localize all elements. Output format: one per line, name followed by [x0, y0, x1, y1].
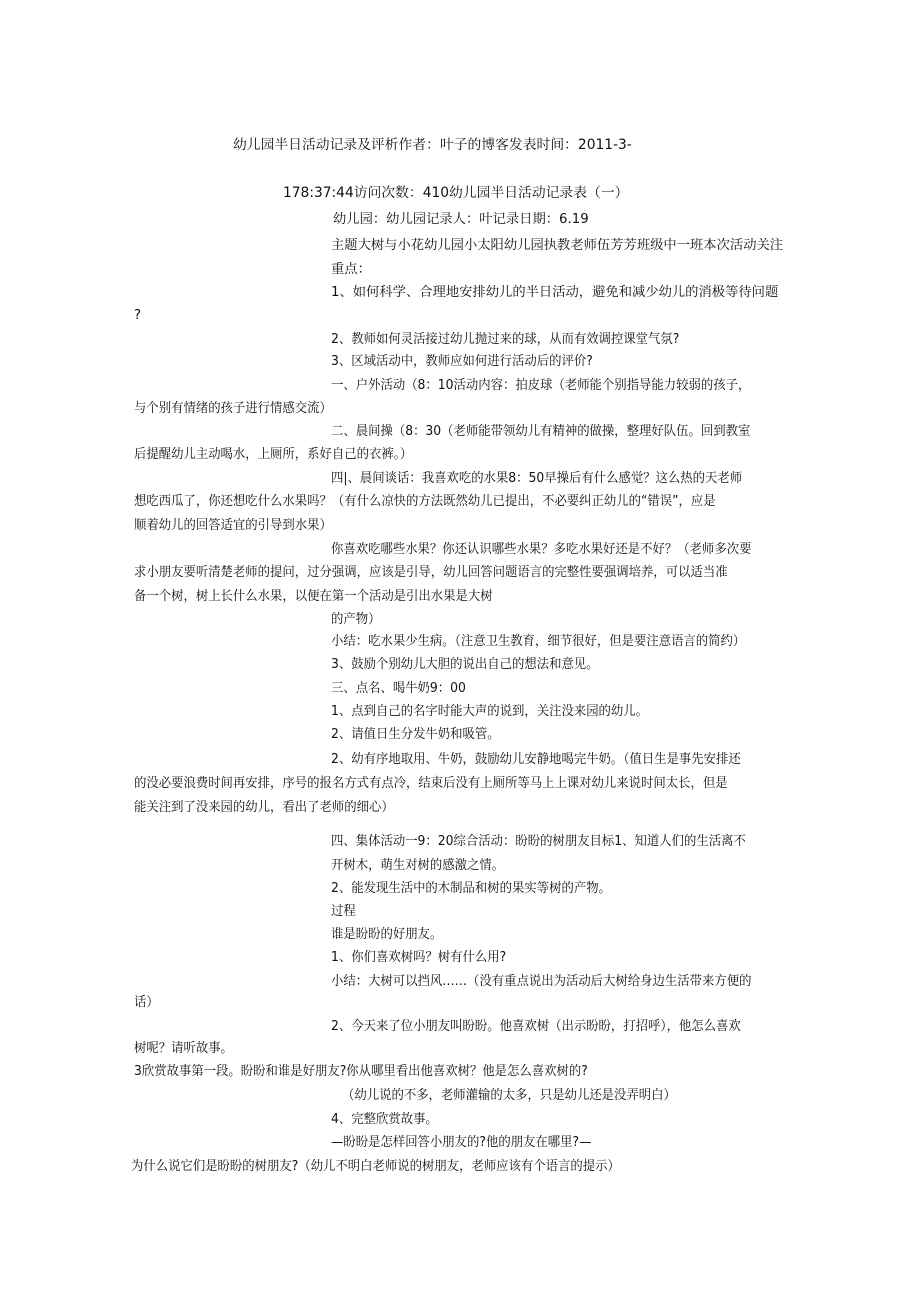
- text-line: 小结：大树可以挡风……（没有重点说出为活动后大树给身边生活带来方便的: [331, 974, 752, 989]
- text-line: 谁是盼盼的好朋友。: [331, 927, 443, 942]
- text-line: 一、户外活动（8：10活动内容：拍皮球（老师能个别指导能力较弱的孩子，: [331, 378, 751, 393]
- text-line: 2、幼有序地取用、牛奶，鼓励幼儿安静地喝完牛奶。（值日生是事先安排还: [331, 752, 741, 767]
- text-line: ?: [134, 308, 142, 323]
- text-line: 四|、晨间谈话：我喜欢吃的水果8：50早操后有什么感觉？这么热的天老师: [331, 471, 743, 486]
- text-line: （幼儿说的不多，老师灌输的太多，只是幼儿还是没弄明白）: [342, 1088, 676, 1103]
- text-line: 后提醒幼儿主动喝水，上厕所，系好自己的衣裤。）: [134, 447, 413, 462]
- document-title-line-1: 幼儿园半日活动记录及评析作者：叶子的博客发表时间：2011-3-: [233, 137, 632, 153]
- text-line: —盼盼是怎样回答小朋友的?他的朋友在哪里?—: [331, 1135, 592, 1150]
- text-line: 2、能发现生活中的木制品和树的果实等树的产物。: [331, 881, 611, 896]
- text-line: 的产物）: [331, 612, 381, 627]
- text-line: 过程: [331, 904, 356, 919]
- text-line: 与个别有情绪的孩子进行情感交流）: [134, 401, 332, 416]
- text-line: 1、你们喜欢树吗？树有什么用?: [331, 950, 507, 965]
- text-line: 3欣赏故事第一段。盼盼和谁是好朋友?你从哪里看出他喜欢树？他是怎么喜欢树的?: [134, 1064, 588, 1079]
- text-line: 1、点到自己的名字时能大声的说到，关注没来园的幼儿。: [331, 704, 649, 719]
- text-line: 小结：吃水果少生病。（注意卫生教育，细节很好，但是要注意语言的简约）: [331, 634, 746, 649]
- text-line: 重点：: [331, 262, 371, 277]
- text-line: 求小朋友要听清楚老师的提问，过分强调，应该是引导，幼儿回答问题语言的完整性要强调培养，可以适当准: [134, 565, 728, 580]
- document-title-line-2: 178:37:44访问次数：410幼儿园半日活动记录表（一）: [283, 185, 629, 201]
- text-line: 二、晨间操（8：30（老师能带领幼儿有精神的做操，整理好队伍。回到教室: [331, 424, 751, 439]
- text-line: 4、完整欣赏故事。: [331, 1112, 438, 1127]
- text-line: 树呢？请听故事。: [134, 1041, 233, 1056]
- text-line: 备一个树，树上长什么水果，以便在第一个活动是引出水果是大树: [134, 589, 493, 604]
- text-line: 的没必要浪费时间再安排，序号的报名方式有点冷，结束后没有上厕所等马上上课对幼儿来说时间太长，但是: [134, 776, 728, 791]
- text-line: 为什么说它们是盼盼的树朋友?（幼儿不明白老师说的树朋友，老师应该有个语言的提示）: [131, 1159, 620, 1174]
- text-line: 你喜欢吃哪些水果？你还认识哪些水果？多吃水果好还是不好？（老师多次要: [331, 542, 752, 557]
- text-line: 三、点名、喝牛奶9：00: [331, 681, 466, 696]
- text-line: 2、请值日生分发牛奶和吸管。: [331, 727, 500, 742]
- text-line: 想吃西瓜了，你还想吃什么水果吗？（有什么凉快的方法既然幼儿已提出，不必要纠正幼儿的“错误”，应是: [134, 494, 716, 509]
- text-line: 话）: [134, 995, 159, 1010]
- text-line: 四、集体活动一9：20综合活动：盼盼的树朋友目标1、知道人们的生活离不: [331, 834, 746, 849]
- text-line: 3、区域活动中，教师应如何进行活动后的评价?: [331, 354, 593, 369]
- text-line: 3、鼓励个别幼儿大胆的说出自己的想法和意见。: [331, 657, 599, 672]
- text-line: 2、教师如何灵活接过幼儿抛过来的球，从而有效调控课堂气氛?: [331, 332, 680, 347]
- text-line: 顺着幼儿的回答适宜的引导到水果）: [134, 518, 332, 533]
- text-line: 开树木，萌生对树的感激之情。: [331, 858, 505, 873]
- text-line: 能关注到了没来园的幼儿，看出了老师的细心）: [134, 800, 394, 815]
- text-line: 主题大树与小花幼儿园小太阳幼儿园执教老师伍芳芳班级中一班本次活动关注: [331, 238, 784, 253]
- text-line: 1、如何科学、合理地安排幼儿的半日活动，避免和减少幼儿的消极等待问题: [331, 285, 779, 300]
- text-line: 2、今天来了位小朋友叫盼盼。他喜欢树（出示盼盼，打招呼），他怎么喜欢: [331, 1019, 741, 1034]
- record-meta: 幼儿园：幼儿园记录人：叶记录日期：6.19: [333, 212, 589, 227]
